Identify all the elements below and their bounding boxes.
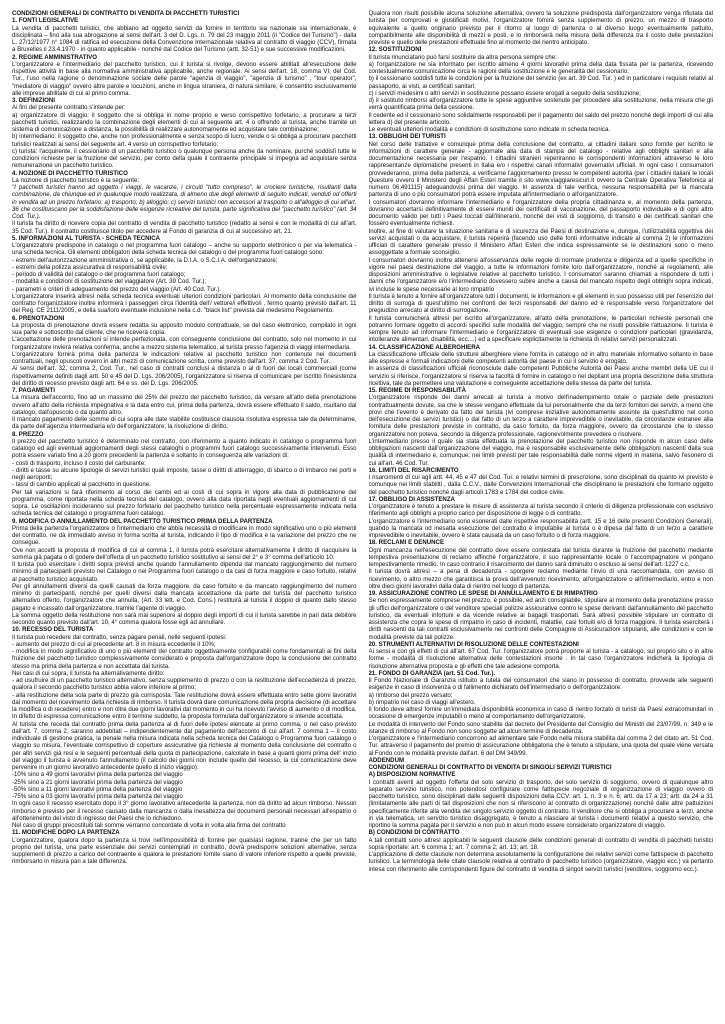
- right-paragraph: Se non espressamente comprese nel prezzo, è possibile, ed anzi consigliabile, stipulare al momento della prenotazione presso gli uffici dell'organizzatore o del venditore speciali polizze assicurative contro le spese derivanti dall'annullamento del pacchetto turistico, da eventuali infortuni e da vicende relative ai bagagli trasportati. Sarà altresì possibile stipulare un contratto di assistenza che copra le spese di rimpatrio in caso di incidenti, malattie, casi fortuiti e/o di forza maggiore. Il turista eserciterà i diritti nascenti da tali contratti esclusivamente nei confronti delle Compagnie di Assicurazioni stipulanti, alle condizioni e con le modalità previste da tali polizze.: [368, 597, 713, 641]
- right-paragraph: Le eventuali ulteriori modalità e condizioni di sostituzione sono indicate in scheda tecnica.: [368, 126, 611, 133]
- left-paragraph: - estremi dell'autorizzazione amministrativa o, se applicabile, la D.I.A. o S.C.I.A. dell'organizzatore;: [12, 256, 278, 264]
- right-paragraph: Il turista è tenuto a fornire all'organizzatore tutti i documenti, le informazioni e gli elementi in suo possesso utili per l'esercizio del diritto di surroga di quest'ultimo nei confronti dei terzi responsabili del danno ed è responsabile verso l'organizzatore del pregiudizio arrecato al diritto di surrogazione.: [368, 292, 713, 315]
- left-section-heading: 7. PAGAMENTI: [12, 387, 55, 394]
- right-section-heading: 17. OBBLIGO DI ASSISTENZA: [368, 495, 455, 503]
- right-column: [369, 10, 714, 1024]
- left-paragraph: In ogni caso il recesso esercitato dopo il 3° giorno lavorativo antecedente la partenza, non dà diritto ad alcun rimborso. Nessun rimborso è previsto per il recesso causato dalla mancanza o dalla inesattezza dei documenti personali necessari all'espatrio o all'ottenimento del visto di ingresso dei Paesi che lo richiedono.: [12, 800, 357, 822]
- right-section-heading: 18. RECLAMI E DENUNCE: [368, 539, 445, 547]
- left-paragraph: La nozione di pacchetto turistico è la seguente:: [12, 176, 140, 184]
- right-paragraph: Il turista dovrà altresì – a pena di decadenza - sporgere reclamo mediante l'invio di una raccomandata, con avviso di ricevimento, o altro mezzo che garantisca la prova dell'avvenuto ricevimento, all'organizzatore o all'intermediario, entro e non oltre dieci giorni lavorativi dalla data di rientro nel luogo di partenza.: [368, 568, 713, 590]
- left-paragraph: La vendita di pacchetti turistici, che abbiano ad oggetto servizi da fornire in territorio sia nazionale sia internazionale, è disciplinata – fino alla sua abrogazione ai sensi dell'art. 3 del D. Lgs. n. 79 del 23 maggio 2011 (il "Codice del Turismo") - dalla L. 27/12/1977 n° 1084 di ratifica ed esecuzione della Convenzione Internazionale relativa al contratto di viaggio (CCV), firmata a Bruxelles il 23.4.1970 - in quanto applicabile - nonché dal Codice del Turismo (artt. 32-51) e sue successive modificazioni.: [12, 24, 357, 54]
- right-paragraph: In assenza di classificazioni ufficiali riconosciute dalle competenti Pubbliche Autorità dei Paesi anche membri della UE cui il servizio si riferisce, l'organizzatore si riserva la facoltà di fornire in catalogo o nel depliant una propria descrizione della struttura ricettiva, tale da permettere una valutazione e conseguente accettazione della stessa da parte del turista.: [368, 365, 713, 387]
- left-section-heading: 8. PREZZO: [12, 430, 44, 438]
- right-paragraph: Nel corso delle trattative e comunque prima della conclusione del contratto, ai cittadini italiani sono fornite per iscritto le informazioni di carattere generale - aggiornate alla data di stampa del catalogo - relative agli obblighi sanitari e alla documentazione necessaria per l'espatrio. I cittadini stranieri reperiranno le corrispondenti informazioni attraverso le loro rappresentanze diplomatiche presenti in Italia e/o i rispettivi canali informativi governativi ufficiali. In ogni caso i consumatori provvederanno, prima della partenza, a verificarne l'aggiornamento presso le competenti autorità (per i cittadini italiani le locali Questure ovvero il Ministero degli Affari Esteri tramite il sito www.viaggiaresicuri.it ovvero la Centrale Operativa Telefonica al numero 06.491115) adeguandovisi prima del viaggio. In assenza di tale verifica, nessuna responsabilità per la mancata partenza di uno o più consumatori potrà essere imputata all'intermediario o all'organizzatore.: [368, 140, 713, 199]
- left-paragraph: Il prezzo del pacchetto turistico è determinato nel contratto, con riferimento a quanto indicato in catalogo o programma fuori catalogo ed agli eventuali aggiornamenti degli stessi cataloghi o programmi fuori catalogo successivamente intervenuti. Esso potrà essere variato fino a 20 giorni precedenti la partenza e soltanto in conseguenza alle variazioni di:: [12, 437, 357, 460]
- left-paragraph: Ai sensi dell'art. 32, comma 2, Cod. Tur., nel caso di contratti conclusi a distanza o al di fuori dei locali commerciali (come rispettivamente definiti dagli artt. 50 e 45 del D. Lgs. 206/2005), l'organizzatore si riserva di comunicare per iscritto l'inesistenza del diritto di recesso previsto dagli artt. 64 e ss. del D. Lgs. 206/2005.: [12, 365, 357, 387]
- left-paragraph: La somma oggetto della restituzione non sarà mai superiore al doppio degli importi di cui il turista sarebbe in pari data debitore secondo quanto previsto dall'art. 10, 4° comma qualora fosse egli ad annullare.: [12, 611, 357, 626]
- left-paragraph: Per tali variazioni si farà riferimento al corso dei cambi ed ai costi di cui sopra in vigore alla data di pubblicazione del programma, come riportata nella scheda tecnica del catalogo, ovvero alla data riportata negli eventuali aggiornamenti di cui sopra. Le oscillazioni incideranno sul prezzo forfetario del pacchetto turistico nella percentuale espressamente indicata nella scheda tecnica del catalogo o programma fuori catalogo.: [12, 488, 357, 518]
- right-paragraph: L'organizzatore e l'intermediario sono esonerati dalle rispettive responsabilità (artt. 15 e 16 delle presenti Condizioni Generali), quando la mancata od inesatta esecuzione del contratto è imputabile al turista o è dipesa dal fatto di un terzo a carattere imprevedibile o inevitabile, ovvero è stata causata da un caso fortuito o di forza maggiore.: [368, 517, 713, 539]
- left-paragraph: Nei casi di cui sopra, il turista ha alternativamente diritto:: [12, 669, 165, 677]
- left-paragraph: Al turista che receda dal contratto prima della partenza al di fuori delle ipotesi elencate al primo comma, o nel caso previsto dall'art. 7, comma 2, saranno addebitati – indipendentemente dal pagamento dell'acconto di cui all'art. 7 comma 1 – il costo individuale di gestione pratica, la penale nella misura indicata nella scheda tecnica del Catalogo o Programma fuori catalogo o viaggio su misura, l'eventuale corrispettivo di coperture assicurative già richieste al momento della conclusione del contratto o per altri servizi già resi e le seguenti percentuali della quota di partecipazione, calcolate in base a quanti giorni prima dell' inizio del viaggio il turista è avvenuto l'annullamento (il calcolo dei giorni non include quello del recesso, la cui comunicazione deve pervenire in un giorno lavorativo antecedente quello di inizio viaggio):: [12, 720, 357, 771]
- left-paragraph: - estremi della polizza assicurativa di responsabilità civile;: [12, 263, 168, 271]
- left-paragraph: - modalità e condizioni di sostituzione del viaggiatore (Art. 39 Cod. Tur.);: [12, 278, 207, 286]
- left-section-heading: 5. INFORMAZIONI AL TURISTA - SCHEDA TECNICA: [12, 234, 161, 242]
- left-section-heading: 11. MODIFICHE DOPO LA PARTENZA: [12, 829, 120, 837]
- left-section-heading: 3. DEFINIZIONI: [12, 97, 55, 104]
- right-paragraph: b) il cessionario soddisfi tutte le condizioni per la fruizione del servizio (ex art. 39 Cod. Tur. ) ed in particolare i requisiti relativi al passaporto, ai visti, ai certificati sanitari;: [368, 75, 713, 90]
- right-paragraph: Ogni mancanza nell'esecuzione del contratto deve essere contestata dal turista durante la fruizione del pacchetto mediante tempestiva presentazione di reclamo affinché l'organizzatore, il suo rappresentante locale o l'accompagnatore vi pongano tempestivamente rimedio. In caso contrario il risarcimento del danno sarà diminuito o escluso ai sensi dell'art. 1227 c.c.: [368, 546, 713, 568]
- left-paragraph: c) turista: l'acquirente, il cessionario di un pacchetto turistico o qualunque persona anche da nominare, purché soddisfi tutte le condizioni richieste per la fruizione del servizio, per conto della quale il contraente principale si impegna ad acquistare senza remunerazione un pacchetto turistico.: [12, 147, 357, 170]
- left-paragraph: La proposta di prenotazione dovrà essere redatta su apposito modulo contrattuale, se del caso elettronico, compilato in ogni sua parte e sottoscritto dal cliente, che ne riceverà copia.: [12, 321, 357, 336]
- right-paragraph: Qualora non risulti possibile alcuna soluzione alternativa, ovvero la soluzione predisposta dall'organizzatore venga rifiutata dal turista per comprovati e giustificati motivi, l'organizzatore fornirà senza supplemento di prezzo, un mezzo di trasporto equivalente a quello originario previsto per il ritorno al luogo di partenza o al diverso luogo eventualmente pattuito, compatibilmente alle disponibilità di mezzi e posti, e lo rimborserà nella misura della differenza tra il costo delle prestazioni previste e quello delle prestazioni effettuate fino al momento del rientro anticipato.: [368, 10, 713, 46]
- right-paragraph: I consumatori dovranno informare l'intermediario e l'organizzatore della propria cittadinanza e, al momento della partenza, dovranno accertarsi definitivamente di essere muniti dei certificati di vaccinazione, del passaporto individuale e di ogni altro documento valido per tutti i Paesi toccati dall'itinerario, nonché dei visti di soggiorno, di transito e dei certificati sanitari che fossero eventualmente richiesti.: [368, 198, 713, 228]
- left-paragraph: - periodo di validità del catalogo o del programma fuori catalogo;: [12, 271, 186, 278]
- left-paragraph: a) organizzatore di viaggio: il soggetto che si obbliga in nome proprio e verso corrispettivo forfetario, a procurare a terzi pacchetti turistici, realizzando la combinazione degli elementi di cui al seguente art. 4 o offrendo al turista, anche tramite un sistema di comunicazione a distanza, la possibilità di realizzare autonomamente ed acquistare tale combinazione;: [12, 111, 357, 133]
- right-section-heading: CONDIZIONI GENERALI DI CONTRATTO DI VENDITA DI SINGOLI SERVIZI TURISTICI: [368, 764, 612, 771]
- left-paragraph: Il mancato pagamento delle somme di cui sopra alle date stabilite costituisce clausola risolutiva espressa tale da determinarne, da parte dell'agenzia intermediaria e/o dell'organizzatore, la risoluzione di diritto.: [12, 416, 357, 431]
- left-paragraph: Prima della partenza l'organizzatore o l'intermediario che abbia necessità di modificare in modo significativo uno o più elementi del contratto, ne dà immediato avviso in forma scritta al turista, indicando il tipo di modifica e la variazione del prezzo che ne consegue.: [12, 524, 357, 547]
- right-paragraph: Il cedente ed il cessionario sono solidalmente responsabili per il pagamento del saldo del prezzo nonché degli importi di cui alla lettera d) del presente articolo.: [368, 111, 713, 126]
- left-paragraph: Ove non accetti la proposta di modifica di cui al comma 1, il turista potrà esercitare alternativamente il diritto di riacquisire la somma già pagata o di godere dell'offerta di un pacchetto turistico sostitutivo ai sensi del 2° e 3° comma dell'articolo 10.: [12, 546, 357, 561]
- right-paragraph: d) il sostituto rimborsi all'organizzatore tutte le spese aggiuntive sostenute per procedere alla sostituzione, nella misura che gli verrà quantificata prima della cessione.: [368, 97, 713, 112]
- left-paragraph: -50% sino a 11 giorni lavorativi prima della partenza del viaggio: [12, 785, 183, 793]
- left-paragraph: Per gli annullamenti diversi da quelli causati da forza maggiore, da caso fortuito e da mancato raggiungimento del numero minimo di partecipanti, nonché per quelli diversi dalla mancata accettazione da parte del turista del pacchetto turistico alternativo offerto, l'organizzatore che annulla, (Art. 33 lett. e Cod. Cons.) restituirà al turista il doppio di quanto dallo stesso pagato e incassato dall'organizzatore, tramite l'agente di viaggio.: [12, 582, 357, 612]
- left-paragraph: - costi di trasporto, incluso il costo del carburante;: [12, 459, 146, 467]
- right-section-heading: 16. LIMITI DEL RISARCIMENTO: [368, 466, 459, 474]
- left-italic-paragraph: "I pacchetti turistici hanno ad oggetto i viaggi, le vacanze, i circuiti "tutto compreso", le crociere turistiche, risultanti dalla combinazione, da chiunque ed in qualunque modo realizzata, di almeno due degli elementi di seguito indicati, venduti od offerti in vendita ad un prezzo forfetario: a) trasporto; b) alloggio; c) servizi turistici non accessori al trasporto o all'alloggio di cui all'art. 36 che costituiscano per la soddisfazione delle esigenze ricreative del turista, parte significativa del "pacchetto turistico" (art. 34 Cod. Tur.).: [12, 184, 357, 220]
- right-paragraph: a) l'organizzatore ne sia informato per iscritto almeno 4 giorni lavorativi prima della data fissata per la partenza, ricevendo contestualmente comunicazione circa le ragioni della sostituzione e le generalità del cessionario;: [368, 60, 713, 75]
- left-paragraph: L'organizzatore predispone in catalogo o nel programma fuori catalogo – anche su supporto elettronico o per via telematica - una scheda tecnica. Gli elementi obbligatori della scheda tecnica del catalogo o del programma fuori catalogo sono:: [12, 242, 357, 257]
- left-section-heading: 2. REGIME AMMINISTRATIVO: [12, 53, 97, 61]
- right-paragraph: Le modalità di intervento del Fondo sono stabilite dal decreto del Presidente del Consiglio dei Ministri del 23/07/99, n. 349 e le istanze di rimborso al Fondo non sono soggette ad alcun termine di decadenza.: [368, 720, 713, 735]
- left-paragraph: - aumento del prezzo di cui al precedente art. 8 in misura eccedente il 10%;: [12, 640, 216, 648]
- left-section-heading: 9. MODIFICA O ANNULLAMENTO DEL PACCHETTO TURISTICO PRIMA DELLA PARTENZA: [12, 517, 273, 525]
- left-paragraph: Il turista ha diritto di ricevere copia del contratto di vendita di pacchetto turistico (redatto ai sensi e con le modalità di cui all'art. 35 Cod. Tur.). Il contratto costituisce titolo per accedere al Fondo di garanzia di cui al successivo art. 21.: [12, 220, 357, 235]
- right-paragraph: L'applicazione di dette clausole non determina assolutamente la configurazione dei relativi servizi come fattispecie di pacchetto turistico. La terminologia delle citate clausole relativa al contratto di pacchetto turistico (organizzatore, viaggio ecc.) va pertanto intesa con riferimento alle corrispondenti figure del contratto di vendita di singoli servizi turistici (venditore, soggiorno ecc.).: [368, 851, 713, 873]
- right-section-heading: 12. SOSTITUZIONI: [368, 46, 422, 54]
- left-column: [12, 10, 357, 1024]
- right-paragraph: I risarcimenti di cui agli artt. 44, 45 e 47 del Cod. Tur. e relativi termini di prescrizione, sono disciplinati da quanto ivi previsto e comunque nei limiti stabiliti , dalla C.C.V., dalle Convenzioni Internazionali che disciplinano le prestazioni che formano oggetto del pacchetto turistico nonché dagli articoli 1783 e 1784 del codice civile.: [368, 474, 713, 496]
- left-paragraph: L'accettazione delle prenotazioni si intende perfezionata, con conseguente conclusione del contratto, solo nel momento in cui l'organizzatore invierà relativa conferma, anche a mezzo sistema telematico, al turista presso l'agenzia di viaggi intermediaria.: [12, 336, 357, 351]
- right-paragraph: Il turista rinunciatario può farsi sostituire da altra persona sempre che:: [368, 53, 557, 61]
- left-paragraph: - tassi di cambio applicati al pacchetto in questione.: [12, 481, 151, 489]
- right-paragraph: I consumatori dovranno inoltre attenersi all'osservanza delle regole di normale prudenza e diligenza ed a quelle specifiche in vigore nei paesi destinazione del viaggio, a tutte le informazioni fornite loro dall'organizzatore, nonché ai regolamenti, alle disposizioni amministrative o legislative relative al pacchetto turistico. I consumatori saranno chiamati a rispondere di tutti i danni che l'organizzatore e/o l'intermediario dovessero subire anche a causa del mancato rispetto degli obblighi sopra indicati, ivi incluse le spese necessarie al loro rimpatrio: [368, 256, 713, 293]
- left-paragraph: - parametri e criteri di adeguamento del prezzo del viaggio (Art. 40 Cod. Tur.).: [12, 285, 221, 293]
- left-paragraph: - ad usufruire di un pacchetto turistico alternativo, senza supplemento di prezzo o con la restituzione dell'eccedenza di prezzo, qualora il secondo pacchetto turistico abbia valore inferiore al primo;: [12, 677, 357, 692]
- right-paragraph: Inoltre, al fine di valutare la situazione sanitaria e di sicurezza dei Paesi di destinazione e, dunque, l'utilizzabilità oggettiva dei servizi acquistati o da acquistare, il turista reperirà (facendo uso delle fonti informative indicate al comma 2) le informazioni ufficiali di carattere generale presso il Ministero Affari Esteri che indica espressamente se le destinazioni sono o meno assoggettate a formale sconsiglio.: [368, 227, 713, 257]
- left-paragraph: -10% sino a 49 giorni lavorativi prima della partenza del viaggio: [12, 771, 183, 779]
- left-paragraph: -75% sino a 03 giorni lavorativi prima della partenza del viaggio: [12, 793, 183, 800]
- left-paragraph: b) intermediario: il soggetto che, anche non professionalmente e senza scopo di lucro, vende o si obbliga a procurare pacchetti turistici realizzati ai sensi del seguente art. 4 verso un corrispettivo forfetario;: [12, 133, 357, 148]
- left-section-heading: 10. RECESSO DEL TURISTA: [12, 626, 94, 634]
- right-section-heading: 13. OBBLIGHI DEI TURISTI: [368, 133, 446, 141]
- left-paragraph: Il turista può recedere dal contratto, senza pagare penali, nelle seguenti ipotesi:: [12, 633, 227, 641]
- right-section-heading: 20. STRUMENTI ALTERNATIVI DI RISOLUZIONE DELLE CONTESTAZIONI: [368, 640, 579, 648]
- right-paragraph: A tali contratti sono altresì applicabili le seguenti clausole delle condizioni generali di contratto di vendita di pacchetti turistici sopra riportate: art. 6 comma 1; art. 7 comma 2; art. 13; art. 18.: [368, 836, 713, 851]
- left-paragraph: Ai fini del presente contratto s'intende per:: [12, 104, 126, 112]
- left-paragraph: - alla restituzione della sola parte di prezzo già corrisposta. Tale restituzione dovrà essere effettuata entro sette giorni lavorativi dal momento del ricevimento della richiesta di rimborso. Il turista dovrà dare comunicazione della propria decisione (di accettare la modifica o di recedere) entro e non oltre due giorni lavorativi dal momento in cui ha ricevuto l'avviso di aumento o di modifica. In difetto di espressa comunicazione entro il termine suddetto, la proposta formulata dall'organizzatore si intende accettata.: [12, 691, 357, 721]
- right-section-heading: ADDENDUM: [368, 756, 405, 764]
- right-section-heading: B) CONDIZIONI DI CONTRATTO: [368, 829, 460, 837]
- right-section-heading: 21. FONDO DI GARANZIA (art. 51 Cod. Tur.).: [368, 669, 496, 677]
- left-paragraph: L'organizzatore, qualora dopo la partenza si trovi nell'impossibilità di fornire per qualsiasi ragione, tranne che per un fatto proprio del turista, una parte essenziale dei servizi contemplati in contratto, dovrà predisporre soluzioni alternative, senza supplementi di prezzo a carico del contraente e qualora le prestazioni fornite siano di valore inferiore rispetto a quelle previste, rimborsarlo in misura pari a tale differenza.: [12, 836, 357, 866]
- right-paragraph: L'organizzatore e l'intermediario concorrono ad alimentare tale Fondo nella misura stabilita dal comma 2 del citato art. 51 Cod. Tur. attraverso il pagamento del premio di assicurazione obbligatoria che è tenuto a stipulare, una quota del quale viene versata al Fondo con le modalità previste dall'art. 6 del DM 349/99.: [368, 735, 713, 757]
- left-paragraph: La misura dell'acconto, fino ad un massimo del 25% del prezzo del pacchetto turistico, da versare all'atto della prenotazione ovvero all'atto della richiesta impegnativa e la data entro cui, prima della partenza, dovrà essere effettuato il saldo, risultano dal catalogo, dall'opuscolo o da quanto altro.: [12, 394, 357, 416]
- left-section-heading: 4. NOZIONE DI PACCHETTO TURISTICO: [12, 169, 128, 177]
- right-paragraph: Il fondo deve altresì fornire un'immediata disponibilità economica in caso di rientro forzato di turisti da Paesi extracomunitari in occasione di emergenze imputabili o meno al comportamento dell'organizzatore.: [368, 706, 713, 721]
- left-paragraph: L'organizzatore e l'intermediario del pacchetto turistico, cui il turista si rivolge, devono essere abilitati all'esecuzione delle rispettive attività in base alla normativa amministrativa applicabile, anche regionale. Ai sensi dell'art. 18, comma VI, del Cod. Tur., l'uso nella ragione o denominazione sociale delle parole "agenzia di viaggio", "agenzia di turismo" , "tour operator", "mediatore di viaggio" ovvero altre parole e locuzioni, anche in lingua straniera, di natura similare, è consentito esclusivamente alle imprese abilitate di cui al primo comma.: [12, 60, 357, 97]
- right-section-heading: 19. ASSICURAZIONE CONTRO LE SPESE DI ANNULLAMENTO E DI RIMPATRIO: [368, 590, 598, 597]
- left-paragraph: Il turista può esercitare i diritti sopra previsti anche quando l'annullamento dipenda dal mancato raggiungimento del numero minimo di partecipanti previsto nel Catalogo o nel Programma fuori catalogo o da casi di forza maggiore e caso fortuito, relativi al pacchetto turistico acquistato.: [12, 561, 357, 583]
- right-section-heading: A) DISPOSIZIONI NORMATIVE: [368, 771, 456, 779]
- left-section-heading: 1. FONTI LEGISLATIVE: [12, 17, 79, 25]
- right-paragraph: L'intermediario presso il quale sia stata effettuata la prenotazione del pacchetto turistico non risponde in alcun caso delle obbligazioni nascenti dall'organizzazione del viaggio, ma è responsabile esclusivamente delle obbligazioni nascenti dalla sua qualità di intermediario e, comunque, nei limiti previsti per tale responsabilità dalle norme vigenti in materia, salvo l'esonero di cui all'art. 46 Cod. Tur.: [368, 437, 713, 467]
- right-paragraph: Il Fondo Nazionale di Garanzia istituito a tutela dei consumatori che siano in possesso di contratto, provvede alle seguenti esigenze in caso di insolvenza o di fallimento dichiarato dell'intermediario o dell'organizzatore:: [368, 677, 713, 692]
- left-paragraph: - diritti e tasse su alcune tipologie di servizi turistici quali imposte, tasse o diritti di atterraggio, di sbarco o di imbarco nei porti e negli aeroporti;: [12, 466, 357, 481]
- right-paragraph: Il turista comunicherà altresì per iscritto all'organizzatore, all'atto della prenotazione, le particolari richieste personali che potranno formare oggetto di accordi specifici sulle modalità del viaggio, sempre che ne risulti possibile l'attuazione. Il turista è sempre tenuto ad informare l'Intermediario e l'organizzatore di eventuali sue esigenze o condizioni particolari (gravidanza, intolleranze alimentari, disabilità, ecc....) ed a specificare esplicitamente la richiesta di relativi servizi personalizzati.: [368, 314, 713, 344]
- left-paragraph: Nel caso di gruppi precostituiti tali somme verranno concordate di volta in volta alla firma del contratto: [12, 822, 286, 829]
- right-paragraph: L'organizzatore risponde dei danni arrecati al turista a motivo dell'inadempimento totale o parziale delle prestazioni contrattualmente dovute, sia che le stesse vengano effettuate da lui personalmente che da terzi fornitori dei servizi, a meno che provi che l'evento è derivato da fatto del turista (ivi comprese iniziative autonomamente assunte da quest'ultimo nel corso dell'esecuzione dei servizi turistici) o dal fatto di un terzo a carattere imprevedibile o inevitabile, da circostanze estranee alla fornitura delle prestazioni previste in contratto, da caso fortuito, da forza maggiore, ovvero da circostanze che lo stesso organizzatore non poteva, secondo la diligenza professionale, ragionevolmente prevedere o risolvere.: [368, 394, 713, 438]
- right-paragraph: La classificazione ufficiale delle strutture alberghiere viene fornita in catalogo od in altro materiale informativo soltanto in base alle espresse e formali indicazioni delle competenti autorità del paese in cui il servizio è erogato.: [368, 350, 713, 365]
- left-section-heading: CONDIZIONI GENERALI DI CONTRATTO DI VENDITA DI PACCHETTI TURISTICI: [12, 10, 240, 17]
- right-section-heading: 15. REGIME DI RESPONSABILITÀ: [368, 387, 467, 394]
- right-paragraph: L'organizzatore è tenuto a prestare le misure di assistenza al turista secondo il criterio di diligenza professionale con esclusivo riferimento agli obblighi a proprio carico per disposizione di legge o di contratto.: [368, 503, 713, 518]
- right-section-heading: 14. CLASSIFICAZIONE ALBERGHIERA: [368, 343, 481, 351]
- left-paragraph: L'organizzatore fornirà prima della partenza le indicazioni relative al pacchetto turistico non contenute nei documenti contrattuali, negli opuscoli ovvero in altri mezzi di comunicazione scritta, come previsto dall'art. 37, comma 2 Cod. Tur.: [12, 350, 357, 365]
- left-paragraph: L'organizzatore inserirà altresì nella scheda tecnica eventuali ulteriori condizioni particolari. Al momento della conclusione del contratto l'organizzatore inoltre informerà i passeggeri circa l'identità dell'/ vettore/i effettivo/i , fermo quanto previsto dall'art. 11 del Reg. CE 2111/2005, e della sua/loro eventuale inclusione nella c.d. "black list" prevista dal medesimo Regolamento.: [12, 292, 357, 315]
- left-section-heading: 6. PRENOTAZIONI: [12, 314, 65, 322]
- left-paragraph: -25% sino a 21 giorni lavorativi prima della partenza del viaggio: [12, 778, 183, 786]
- right-paragraph: I contratti aventi ad oggetto l'offerta del solo servizio di trasporto, del solo servizio di soggiorno, ovvero di qualunque altro separato servizio turistico, non potendosi configurare come fattispecie negoziale di organizzazione di viaggio ovvero di pacchetto turistico, sono disciplinati dalle seguenti disposizioni della CCV: art. 1, n. 3 e n. 6; artt. da 17 a 23; artt. da 24 a 31 (limitatamente alle parti di tali disposizioni che non si riferiscono al contratto di organizzazione) nonché dalle altre pattuizioni specificamente riferite alla vendita del singolo servizio oggetto di contratto. Il venditore che si obbliga a procurare a terzi, anche in via telematica, un servizio turistico disaggregato, è tenuto a rilasciare al turista i documenti relativi a questo servizio, che riportino la somma pagata per il servizio e non può in alcun modo essere considerato organizzatore di viaggio.: [368, 778, 713, 829]
- right-paragraph: b) rimpatrio nel caso di viaggi all'estero.: [368, 698, 476, 706]
- right-paragraph: a) rimborso del prezzo versato;: [368, 691, 453, 699]
- left-paragraph: - modifica in modo significativo di uno o più elementi del contratto oggettivamente configurabili come fondamentali ai fini della fruizione del pacchetto turistico complessivamente considerato e proposta dall'organizzatore dopo la conclusione del contratto stesso ma prima della partenza e non accettata dal turista.: [12, 648, 357, 670]
- right-paragraph: Ai sensi e con gli effetti di cui all'art. 67 Cod. Tur. l'organizzatore potrà proporre al turista - a catalogo, sul proprio sito o in altre forme - modalità di risoluzione alternativa delle contestazioni insorte . In tal caso l'organizzatore indicherà la tipologia di risoluzione alternativa proposta e gli effetti che tale adesione comporta.: [368, 648, 713, 670]
- right-paragraph: c) i servizi medesimi o altri servizi in sostituzione possano essere erogati a seguito della sostituzione;: [368, 89, 641, 97]
